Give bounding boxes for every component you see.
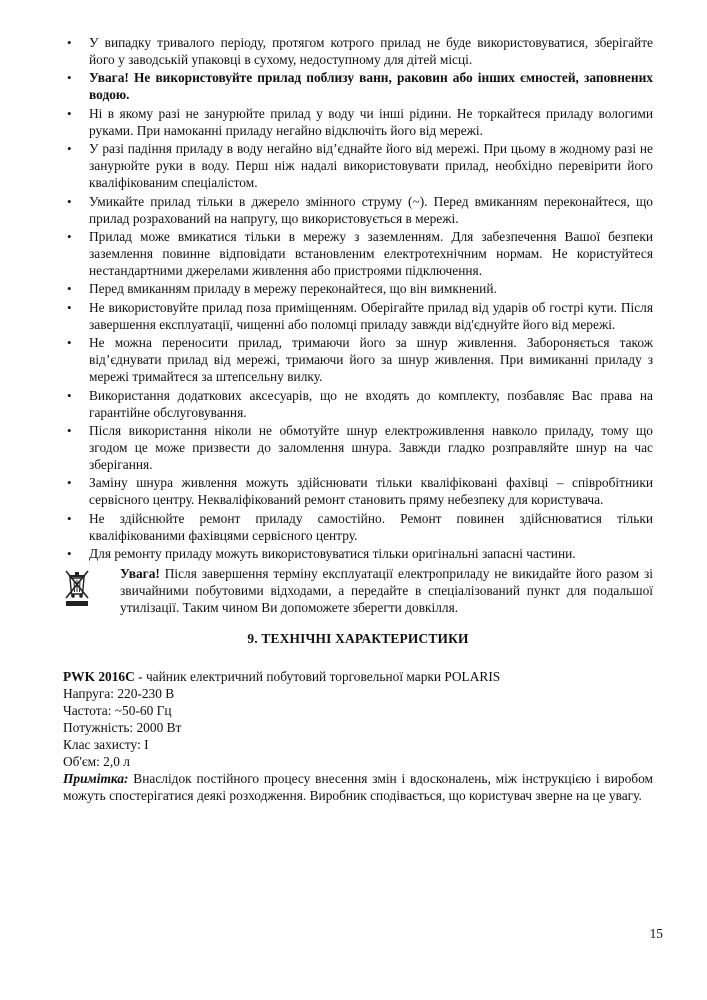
recycling-warning-text: Після завершення терміну експлуатації електроприладу не викидайте його разом зі звичайними побутовими відходами, а передайте в спеціалізований пункт для подальшої утилізації. Таким чином Ви допоможете зберегти довкілля. — [120, 566, 653, 616]
list-item — [63, 34, 653, 68]
list-item — [63, 193, 653, 227]
list-item-text: Ні в якому разі не занурюйте прилад у воду чи інші рідини. Не торкайтеся приладу вологими руками. При намоканні приладу негайно відключіть його від мережі. — [89, 105, 653, 138]
list-item-text: Перед вмиканням приладу в мережу переконайтеся, що він вимкнений. — [89, 281, 497, 297]
list-item-text: Не використовуйте прилад поза приміщенням. Оберігайте прилад від ударів об гострі кути. Після завершення експлуатації, чищенні або поломці приладу завжди від'єднуйте його від мережі. — [89, 299, 653, 332]
spec-power: Потужність: 2000 Вт — [63, 720, 182, 736]
bullet-icon: • — [67, 193, 72, 209]
list-item — [63, 510, 653, 544]
spec-volume: Об'єм: 2,0 л — [63, 754, 130, 770]
list-item-text: Заміну шнура живлення можуть здійснювати тільки кваліфіковані фахівці – співробітники сервісного центру. Некваліфікований ремонт становить пряму небезпеку для користувача. — [89, 475, 653, 508]
list-item — [63, 140, 653, 191]
model-line — [63, 668, 653, 685]
model-name: PWK 2016C — [63, 669, 135, 685]
list-item-text: Увага! Не використовуйте прилад поблизу ванн, раковин або інших ємностей, заповнених водою. — [89, 70, 653, 103]
document-page — [63, 34, 653, 804]
bullet-icon: • — [67, 335, 72, 351]
recycling-warning — [63, 565, 653, 616]
note-label: Примітка: — [63, 771, 129, 787]
bullet-icon: • — [67, 299, 72, 315]
technical-specifications — [63, 668, 653, 804]
spec-voltage: Напруга: 220-230 В — [63, 686, 175, 702]
bullet-icon: • — [67, 228, 72, 244]
bullet-icon: • — [67, 281, 72, 297]
bullet-icon: • — [67, 546, 72, 562]
bullet-icon: • — [67, 422, 72, 438]
list-item — [63, 105, 653, 139]
list-item — [63, 545, 653, 562]
list-item — [63, 228, 653, 279]
list-item-text: У випадку тривалого періоду, протягом котрого прилад не буде використовуватися, зберігайте його у заводській упаковці в сухому, недоступному для дітей місці. — [89, 35, 653, 67]
list-item-text: Не здійснюйте ремонт приладу самостійно. Ремонт повинен здійснюватися тільки кваліфікованими фахівцями сервісного центру. — [89, 510, 653, 543]
bullet-icon: • — [67, 510, 72, 526]
bullet-icon: • — [67, 475, 72, 491]
list-item — [63, 422, 653, 473]
list-item — [63, 387, 653, 421]
list-item-text: Не можна переносити прилад, тримаючи його за шнур живлення. Забороняється також від’єднувати прилад від мережі, тримаючи його за шнур живлення. При вимиканні приладу з мережі тримайтеся за штепсельну вилку. — [89, 335, 653, 385]
bullet-icon: • — [67, 141, 72, 157]
list-item — [63, 280, 653, 297]
model-description: - чайник електричний побутовий торговельної марки POLARIS — [134, 669, 501, 685]
list-item-text: Після використання ніколи не обмотуйте шнур електроживлення навколо приладу, тому що згодом це може призвести до заломлення шнура. Завжди гладко розправляйте шнур на час зберігання. — [89, 422, 653, 472]
bullet-icon: • — [67, 35, 72, 50]
list-item-text: Умикайте прилад тільки в джерело змінного струму (~). Перед вмиканням переконайтеся, що прилад розрахований на напругу, що використовується в мережі. — [89, 193, 653, 226]
section-title: 9. ТЕХНІЧНІ ХАРАКТЕРИСТИКИ — [247, 631, 469, 647]
list-item-text: У разі падіння приладу в воду негайно від’єднайте його від мережі. При цьому в жодному разі не занурюйте руки в воду. Перш ніж надалі використовувати прилад, необхідно перевірити його кваліфікованим спеціалістом. — [89, 141, 653, 191]
list-item-text: Для ремонту приладу можуть використовуватися тільки оригінальні запасні частини. — [89, 546, 576, 562]
bullet-icon: • — [67, 387, 72, 403]
list-item-text: Прилад може вмикатися тільки в мережу з заземленням. Для забезпечення Вашої безпеки заземлення повинне відповідати встановленим електротехнічним нормам. Не користуйтеся нестандартними джерелами живлення або пристроями підключення. — [89, 228, 653, 278]
list-item — [63, 299, 653, 333]
list-item — [63, 474, 653, 508]
crossed-out-bin-icon — [65, 569, 91, 607]
list-item-text: Використання додаткових аксесуарів, що не входять до комплекту, позбавляє Вас права на гарантійне обслуговування. — [89, 387, 653, 420]
list-item — [63, 334, 653, 385]
note-text: Внаслідок постійного процесу внесення змін і вдосконалень, між інструкцією і виробом можуть спостерігатися деякі розходження. Виробник сподівається, що користувач зверне на це увагу. — [63, 771, 653, 804]
bullet-icon: • — [67, 70, 72, 86]
safety-instructions-list — [63, 34, 653, 562]
bullet-icon: • — [67, 105, 72, 121]
spec-protection-class: Клас захисту: I — [63, 737, 149, 753]
page-number: 15 — [649, 926, 663, 941]
spec-frequency: Частота: ~50-60 Гц — [63, 703, 172, 719]
recycling-warning-label: Увага! — [120, 566, 160, 582]
note — [63, 770, 653, 804]
list-item — [63, 69, 653, 103]
